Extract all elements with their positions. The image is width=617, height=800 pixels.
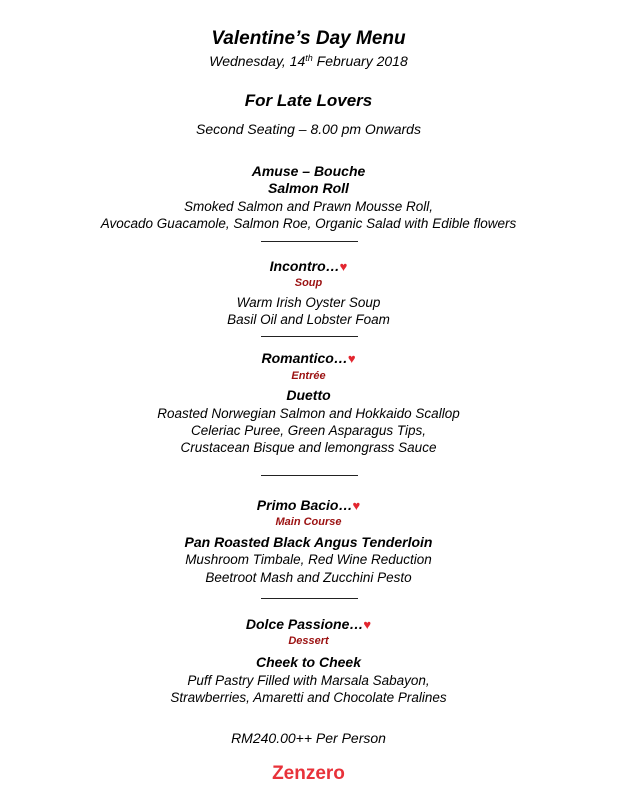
amuse-line-2: Avocado Guacamole, Salmon Roe, Organic Salad with Edible flowers [100, 216, 517, 231]
main-category: Main Course [275, 516, 342, 528]
entree-line-2: Celeriac Puree, Green Asparagus Tips, [191, 423, 426, 438]
dessert-dish: Cheek to Cheek [255, 654, 362, 670]
dessert-category: Dessert [288, 635, 329, 647]
amuse-line-1: Smoked Salmon and Prawn Mousse Roll, [183, 199, 434, 214]
divider [261, 475, 358, 476]
date-rest: February 2018 [316, 53, 408, 69]
main-dish: Pan Roasted Black Angus Tenderloin [184, 534, 433, 550]
dessert-heading-text: Dolce Passione… [245, 616, 364, 632]
main-line-2: Beetroot Mash and Zucchini Pesto [205, 570, 412, 585]
entree-line-3: Crustacean Bisque and lemongrass Sauce [180, 440, 437, 455]
heart-icon: ♥ [347, 351, 356, 366]
brand-logo: Zenzero [272, 763, 345, 784]
main-heading-text: Primo Bacio… [256, 497, 353, 513]
entree-category: Entrée [291, 370, 326, 382]
seating-time: Second Seating – 8.00 pm Onwards [196, 121, 421, 137]
entree-line-1: Roasted Norwegian Salmon and Hokkaido Scallop [157, 406, 460, 421]
entree-dish: Duetto [286, 387, 331, 403]
soup-heading [0, 258, 617, 275]
dessert-line-1: Puff Pastry Filled with Marsala Sabayon, [187, 673, 430, 688]
divider [261, 241, 358, 242]
heart-icon: ♥ [339, 259, 348, 274]
menu-date [0, 53, 617, 70]
menu-title: Valentine’s Day Menu [211, 28, 406, 49]
soup-heading-text: Incontro… [269, 258, 340, 274]
soup-category: Soup [294, 277, 323, 289]
soup-line-1: Warm Irish Oyster Soup [236, 295, 381, 310]
date-prefix: Wednesday, 14 [209, 53, 306, 69]
amuse-dish: Salmon Roll [268, 180, 349, 196]
main-heading [0, 497, 617, 514]
heart-icon: ♥ [363, 617, 372, 632]
dessert-line-2: Strawberries, Amaretti and Chocolate Pralines [170, 690, 447, 705]
main-line-1: Mushroom Timbale, Red Wine Reduction [185, 552, 432, 567]
heart-icon: ♥ [352, 498, 361, 513]
soup-line-2: Basil Oil and Lobster Foam [227, 312, 390, 327]
date-suffix: th [305, 53, 313, 63]
amuse-heading: Amuse – Bouche [251, 163, 366, 179]
entree-heading [0, 350, 617, 367]
divider [261, 598, 358, 599]
entree-heading-text: Romantico… [261, 350, 348, 366]
divider [261, 336, 358, 337]
dessert-heading [0, 616, 617, 633]
menu-subtitle: For Late Lovers [244, 91, 373, 110]
price: RM240.00++ Per Person [231, 730, 386, 746]
